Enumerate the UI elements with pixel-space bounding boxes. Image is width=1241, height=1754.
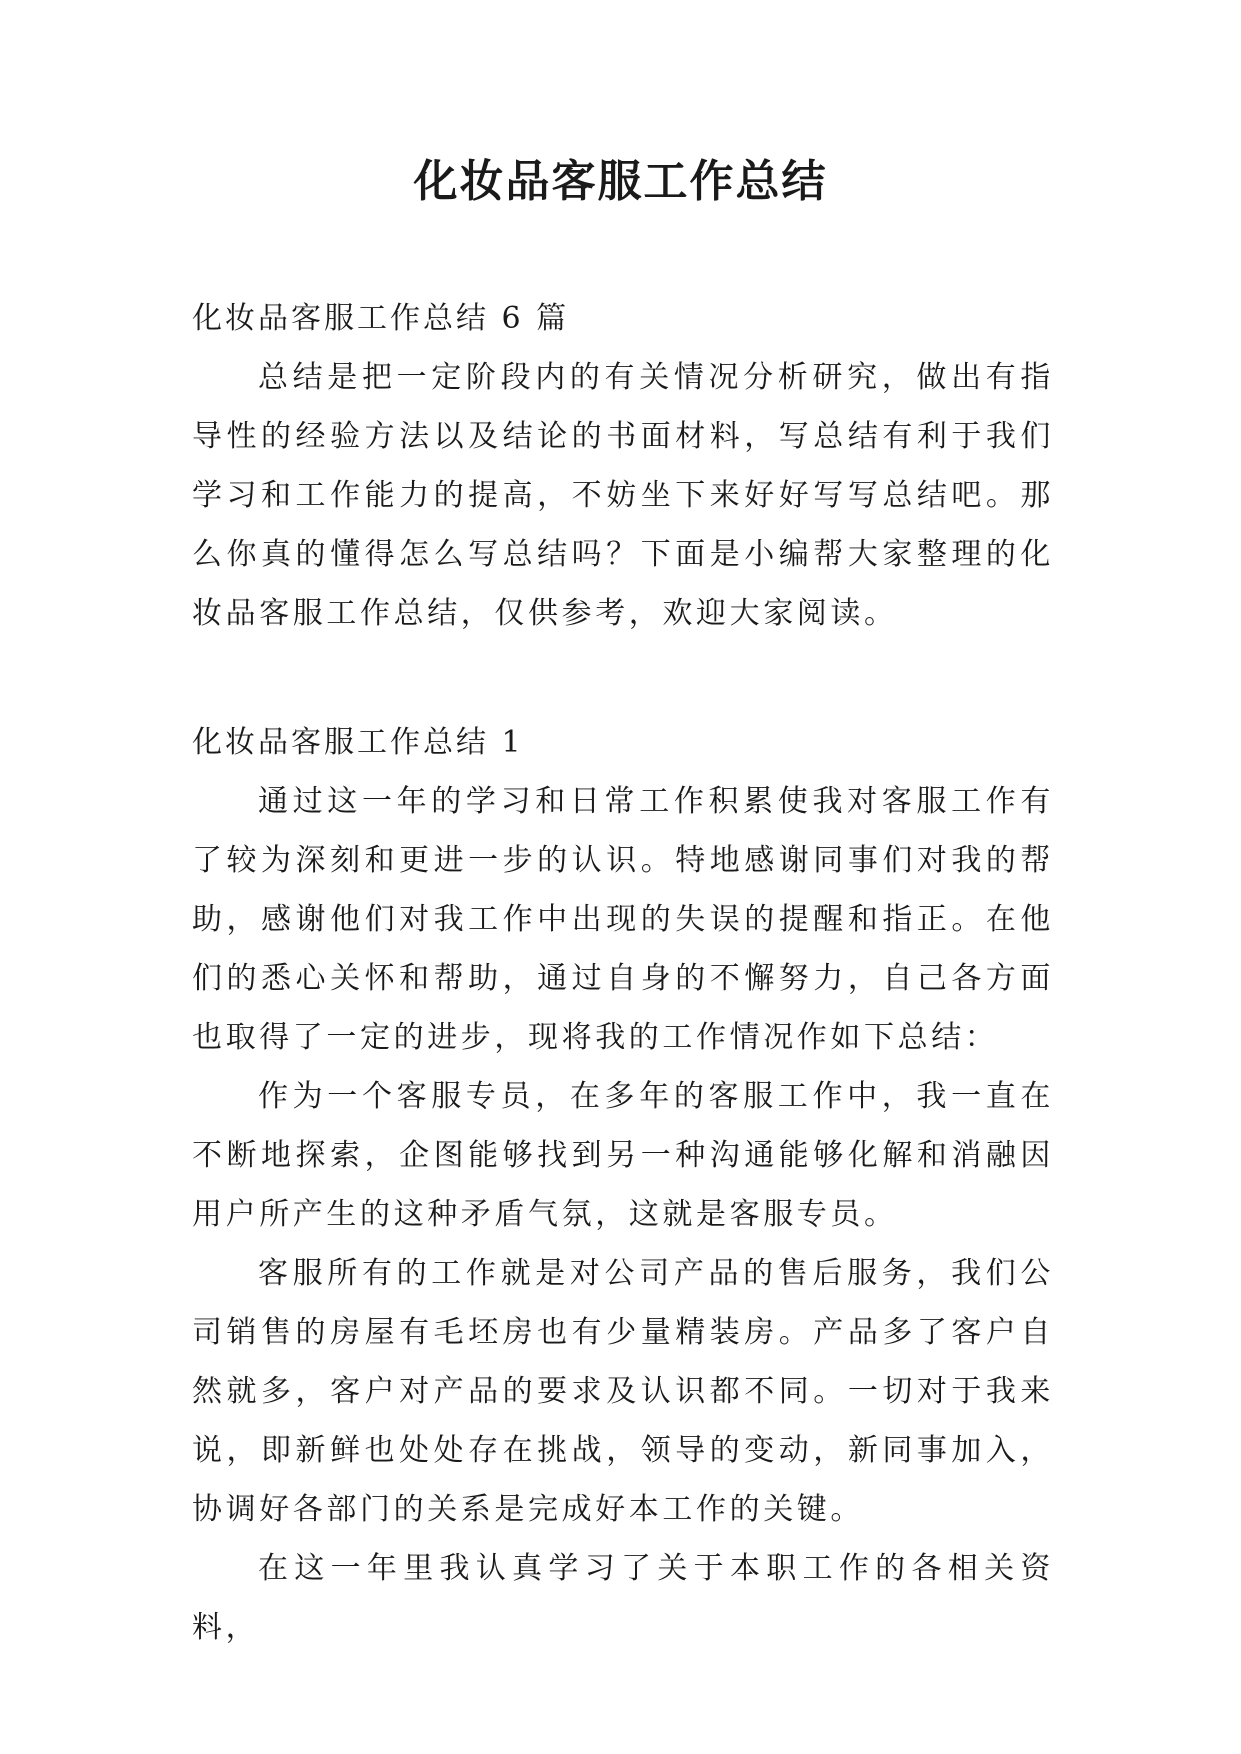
document-body <box>192 289 1054 1657</box>
paragraph: 作为一个客服专员，在多年的客服工作中，我一直在不断地探索，企图能够找到另一种沟通能够化解和消融因用户所产生的这种矛盾气氛，这就是客服专员。 <box>192 1079 1054 1232</box>
section1-heading: 化妆品客服工作总结 1 <box>192 725 524 760</box>
intro-paragraph: 总结是把一定阶段内的有关情况分析研究，做出有指导性的经验方法以及结论的书面材料，写总结有利于我们学习和工作能力的提高，不妨坐下来好好写写总结吧。那么你真的懂得怎么写总结吗？下面是小编帮大家整理的化妆品客服工作总结，仅供参考，欢迎大家阅读。 <box>192 360 1054 631</box>
paragraph: 在这一年里我认真学习了关于本职工作的各相关资料， <box>192 1551 1054 1645</box>
section-spacer <box>192 643 1054 713</box>
paragraph: 通过这一年的学习和日常工作积累使我对客服工作有了较为深刻和更进一步的认识。特地感谢同事们对我的帮助，感谢他们对我工作中出现的失误的提醒和指正。在他们的悉心关怀和帮助，通过自身的不懈努力，自己各方面也取得了一定的进步，现将我的工作情况作如下总结： <box>192 784 1054 1055</box>
paragraph: 客服所有的工作就是对公司产品的售后服务，我们公司销售的房屋有毛坯房也有少量精装房。产品多了客户自然就多，客户对产品的要求及认识都不同。一切对于我来说，即新鲜也处处存在挑战，领导的变动，新同事加入，协调好各部门的关系是完成好本工作的关键。 <box>192 1256 1054 1527</box>
intro-heading: 化妆品客服工作总结 6 篇 <box>192 301 570 336</box>
document-title: 化妆品客服工作总结 <box>413 156 828 207</box>
